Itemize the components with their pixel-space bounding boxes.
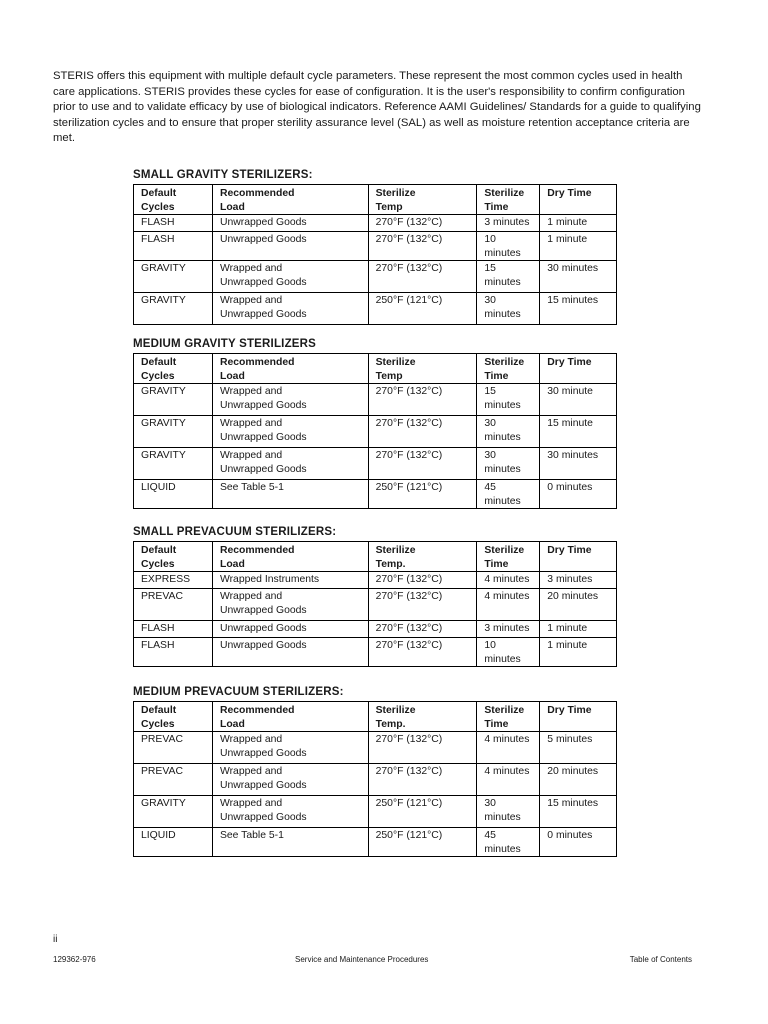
cell-cycle: GRAVITY [134,448,213,480]
cycle-table [133,541,617,667]
cell-dry-time: 0 minutes [540,828,617,857]
header-time: Sterilize Time [477,185,540,215]
table-row [134,764,617,796]
cell-time: 15 minutes [477,384,540,416]
cell-dry-time: 5 minutes [540,732,617,764]
header-load: Recommended Load [212,354,368,384]
cell-time: 10 minutes [477,638,540,667]
cell-temp: 270°F (132°C) [368,572,477,589]
header-dry-time: Dry Time [540,354,617,384]
cell-temp: 270°F (132°C) [368,589,477,621]
header-dry-time: Dry Time [540,185,617,215]
cell-load: See Table 5-1 [212,480,368,509]
cell-time: 3 minutes [477,215,540,232]
cell-temp: 270°F (132°C) [368,261,477,293]
cell-time: 3 minutes [477,621,540,638]
header-time: Sterilize Time [477,702,540,732]
cell-cycle: GRAVITY [134,416,213,448]
table-header-row [134,702,617,732]
cell-cycle: GRAVITY [134,796,213,828]
cell-load: Wrapped and Unwrapped Goods [212,384,368,416]
header-load: Recommended Load [212,702,368,732]
cell-time: 4 minutes [477,732,540,764]
cell-time: 45 minutes [477,828,540,857]
cell-cycle: EXPRESS [134,572,213,589]
table-row [134,448,617,480]
cell-load: Wrapped and Unwrapped Goods [212,416,368,448]
cell-dry-time: 20 minutes [540,589,617,621]
cell-temp: 270°F (132°C) [368,638,477,667]
cell-temp: 270°F (132°C) [368,621,477,638]
table-header-row [134,542,617,572]
cell-time: 4 minutes [477,589,540,621]
table-title: MEDIUM GRAVITY STERILIZERS [133,338,317,350]
cell-cycle: PREVAC [134,732,213,764]
table-row [134,572,617,589]
cell-load: Wrapped and Unwrapped Goods [212,589,368,621]
page-number: ii [53,934,58,945]
header-time: Sterilize Time [477,354,540,384]
header-time: Sterilize Time [477,542,540,572]
intro-paragraph: STERIS offers this equipment with multiple default cycle parameters. These represent the most common cycles used in health care applications. STERIS provides these cycles for ease of configuration. It is the user's responsibility to confirm configuration prior to use and to validate efficacy by use of biological indicators. Reference AAMI Guidelines/ Standards for a guide to qualifying sterilization cycles and to ensure that proper sterility assurance level (SAL) as well as moisture retention acceptance criteria are met. [53,70,701,145]
cell-dry-time: 15 minute [540,416,617,448]
header-temp: Sterilize Temp. [368,702,477,732]
table-row [134,796,617,828]
table-row [134,384,617,416]
cell-cycle: FLASH [134,638,213,667]
cell-time: 30 minutes [477,293,540,325]
table-title: SMALL PREVACUUM STERILIZERS: [133,526,337,538]
cell-time: 4 minutes [477,764,540,796]
cell-time: 30 minutes [477,448,540,480]
table-row [134,828,617,857]
table-row [134,293,617,325]
cell-time: 4 minutes [477,572,540,589]
header-dry-time: Dry Time [540,702,617,732]
cell-temp: 250°F (121°C) [368,796,477,828]
cell-load: Wrapped Instruments [212,572,368,589]
cell-load: Wrapped and Unwrapped Goods [212,764,368,796]
cell-temp: 270°F (132°C) [368,764,477,796]
cell-dry-time: 3 minutes [540,572,617,589]
cell-temp: 250°F (121°C) [368,480,477,509]
table-row [134,232,617,261]
cell-temp: 270°F (132°C) [368,416,477,448]
cell-load: Unwrapped Goods [212,232,368,261]
header-cycle: Default Cycles [134,354,213,384]
header-load: Recommended Load [212,185,368,215]
cell-cycle: LIQUID [134,828,213,857]
cell-cycle: FLASH [134,232,213,261]
header-temp: Sterilize Temp. [368,542,477,572]
cell-dry-time: 30 minutes [540,448,617,480]
cell-cycle: FLASH [134,215,213,232]
table-row [134,416,617,448]
header-load: Recommended Load [212,542,368,572]
cycle-table [133,184,617,325]
cell-dry-time: 15 minutes [540,796,617,828]
cell-time: 30 minutes [477,796,540,828]
cell-temp: 270°F (132°C) [368,215,477,232]
table-row [134,621,617,638]
cell-temp: 250°F (121°C) [368,828,477,857]
cell-time: 15 minutes [477,261,540,293]
cell-cycle: LIQUID [134,480,213,509]
header-cycle: Default Cycles [134,542,213,572]
table-row [134,261,617,293]
table-row [134,589,617,621]
cell-cycle: GRAVITY [134,384,213,416]
cell-cycle: PREVAC [134,764,213,796]
cell-dry-time: 1 minute [540,215,617,232]
header-cycle: Default Cycles [134,185,213,215]
cell-temp: 270°F (132°C) [368,732,477,764]
cycle-table [133,701,617,857]
cell-dry-time: 0 minutes [540,480,617,509]
cell-cycle: GRAVITY [134,261,213,293]
footer-doc-number: 129362-976 [53,955,96,964]
cell-dry-time: 1 minute [540,638,617,667]
cell-dry-time: 30 minute [540,384,617,416]
table-row [134,480,617,509]
cell-time: 45 minutes [477,480,540,509]
cell-load: Unwrapped Goods [212,621,368,638]
cell-dry-time: 1 minute [540,621,617,638]
cell-dry-time: 1 minute [540,232,617,261]
cell-time: 30 minutes [477,416,540,448]
header-cycle: Default Cycles [134,702,213,732]
cell-cycle: GRAVITY [134,293,213,325]
footer-chapter: Table of Contents [629,955,692,964]
cell-load: Wrapped and Unwrapped Goods [212,732,368,764]
table-header-row [134,354,617,384]
table-title: MEDIUM PREVACUUM STERILIZERS: [133,686,344,698]
small-gravity-section [133,168,617,325]
cycle-table [133,353,617,509]
cell-time: 10 minutes [477,232,540,261]
header-dry-time: Dry Time [540,542,617,572]
cell-load: Wrapped and Unwrapped Goods [212,293,368,325]
cell-temp: 270°F (132°C) [368,448,477,480]
cell-load: Unwrapped Goods [212,638,368,667]
cell-load: Wrapped and Unwrapped Goods [212,448,368,480]
header-temp: Sterilize Temp [368,185,477,215]
cell-dry-time: 30 minutes [540,261,617,293]
cell-load: See Table 5-1 [212,828,368,857]
cell-temp: 270°F (132°C) [368,384,477,416]
cell-dry-time: 20 minutes [540,764,617,796]
medium-gravity-section [133,337,617,509]
small-prevacuum-section [133,525,617,667]
cell-dry-time: 15 minutes [540,293,617,325]
table-row [134,732,617,764]
footer-section-title: Service and Maintenance Procedures [295,955,429,964]
cell-cycle: FLASH [134,621,213,638]
cell-temp: 250°F (121°C) [368,293,477,325]
table-header-row [134,185,617,215]
cell-load: Wrapped and Unwrapped Goods [212,796,368,828]
cell-load: Wrapped and Unwrapped Goods [212,261,368,293]
cell-temp: 270°F (132°C) [368,232,477,261]
medium-prevacuum-section [133,685,617,857]
header-temp: Sterilize Temp [368,354,477,384]
table-row [134,215,617,232]
table-title: SMALL GRAVITY STERILIZERS: [133,169,313,181]
cell-load: Unwrapped Goods [212,215,368,232]
cell-cycle: PREVAC [134,589,213,621]
table-row [134,638,617,667]
